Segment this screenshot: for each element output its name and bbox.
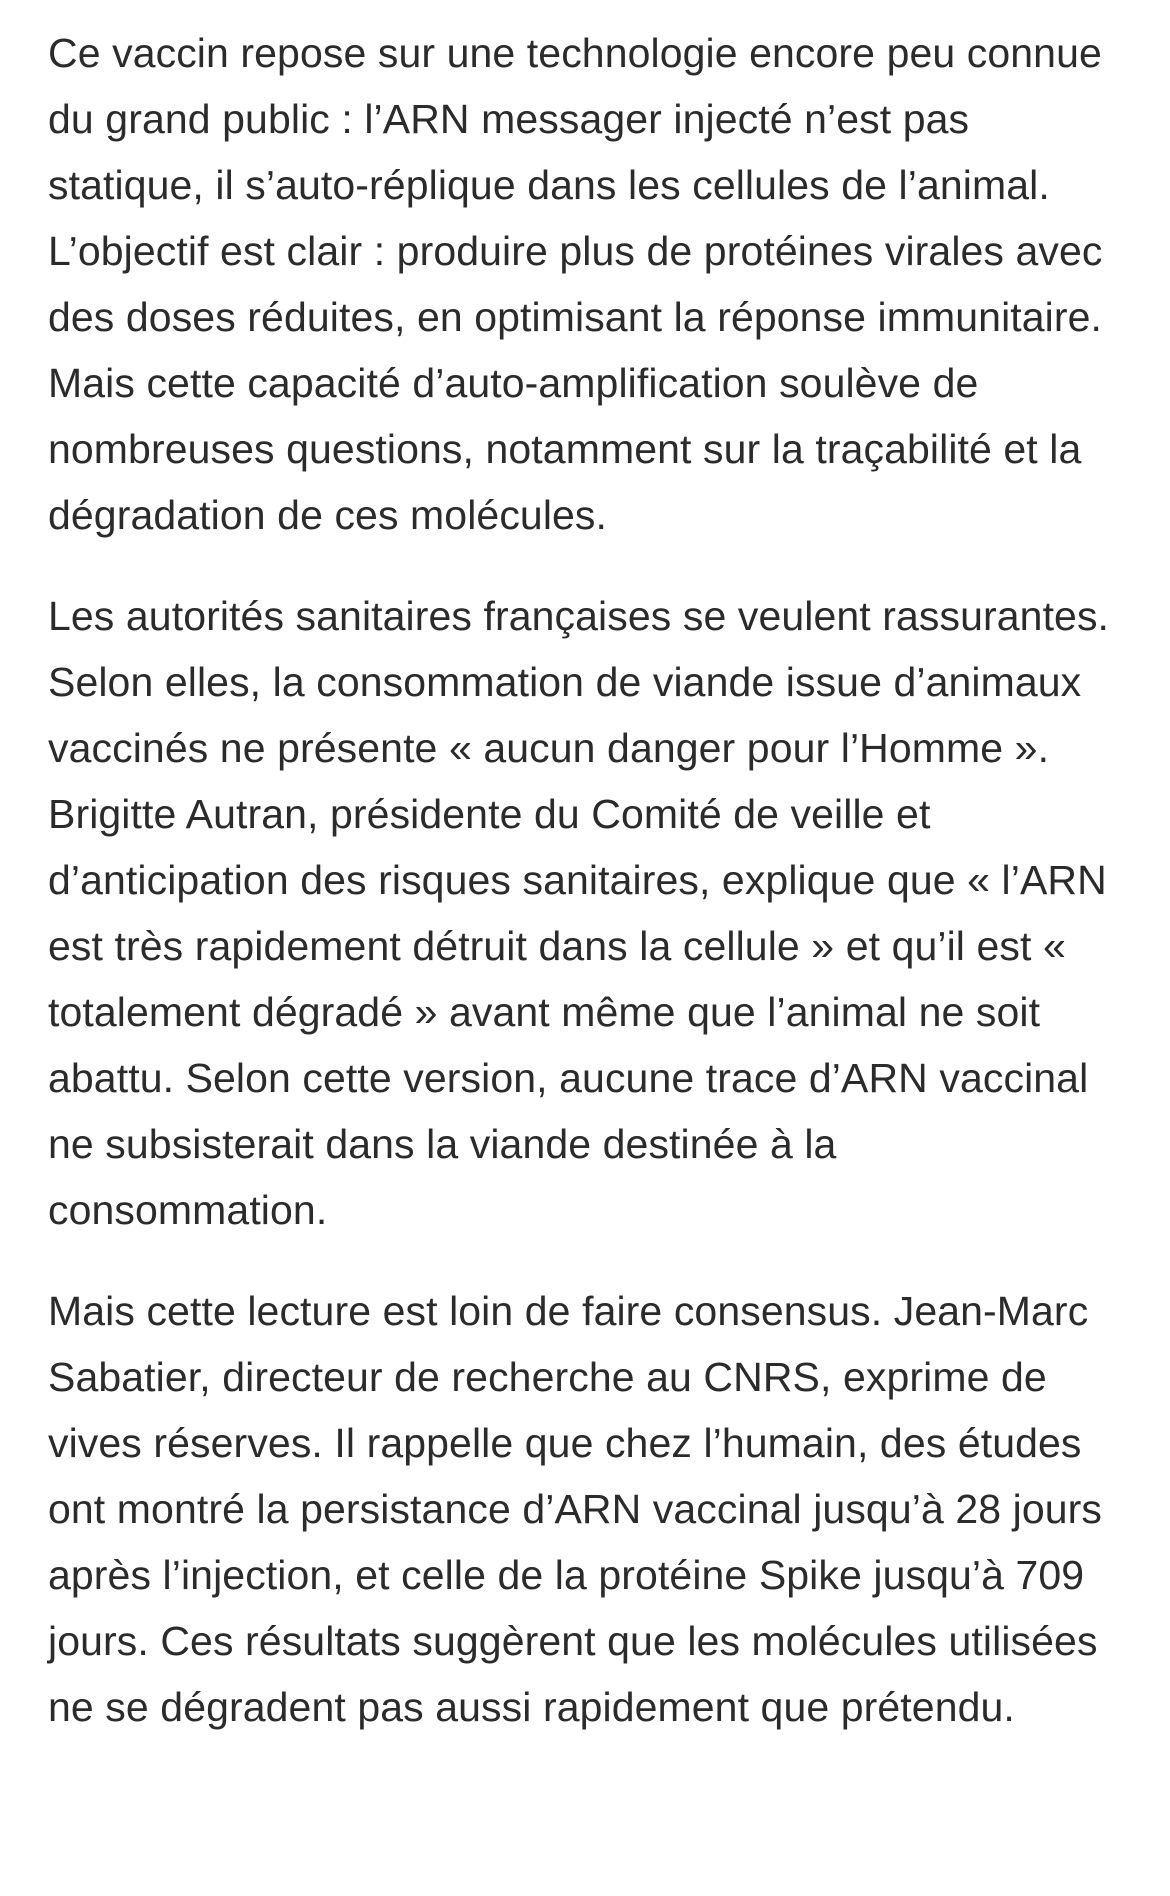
- article-paragraph-2: Les autorités sanitaires françaises se veulent rassurantes. Selon elles, la consommation de viande issue d’animaux vaccinés ne présente « aucun danger pour l’Homme ». Brigitte Autran, présidente du Comité de veille et d’anticipation des risques sanitaires, explique que « l’ARN est très rapidement détruit dans la cellule » et qu’il est « totalement dégradé » avant même que l’animal ne soit abattu. Selon cette version, aucune trace d’ARN vaccinal ne subsisterait dans la viande destinée à la consommation.: [48, 593, 1110, 1233]
- article-paragraph-1: Ce vaccin repose sur une technologie encore peu connue du grand public : l’ARN messager injecté n’est pas statique, il s’auto-réplique dans les cellules de l’animal. L’objectif est clair : produire plus de protéines virales avec des doses réduites, en optimisant la réponse immunitaire. Mais cette capacité d’auto-amplification soulève de nombreuses questions, notamment sur la traçabilité et la dégradation de ces molécules.: [48, 30, 1103, 538]
- article-paragraph-3: Mais cette lecture est loin de faire consensus. Jean-Marc Sabatier, directeur de recherche au CNRS, exprime de vives réserves. Il rappelle que chez l’humain, des études ont montré la persistance d’ARN vaccinal jusqu’à 28 jours après l’injection, et celle de la protéine Spike jusqu’à 709 jours. Ces résultats suggèrent que les molécules utilisées ne se dégradent pas aussi rapidement que prétendu.: [48, 1288, 1103, 1730]
- article-body: [48, 20, 1123, 1775]
